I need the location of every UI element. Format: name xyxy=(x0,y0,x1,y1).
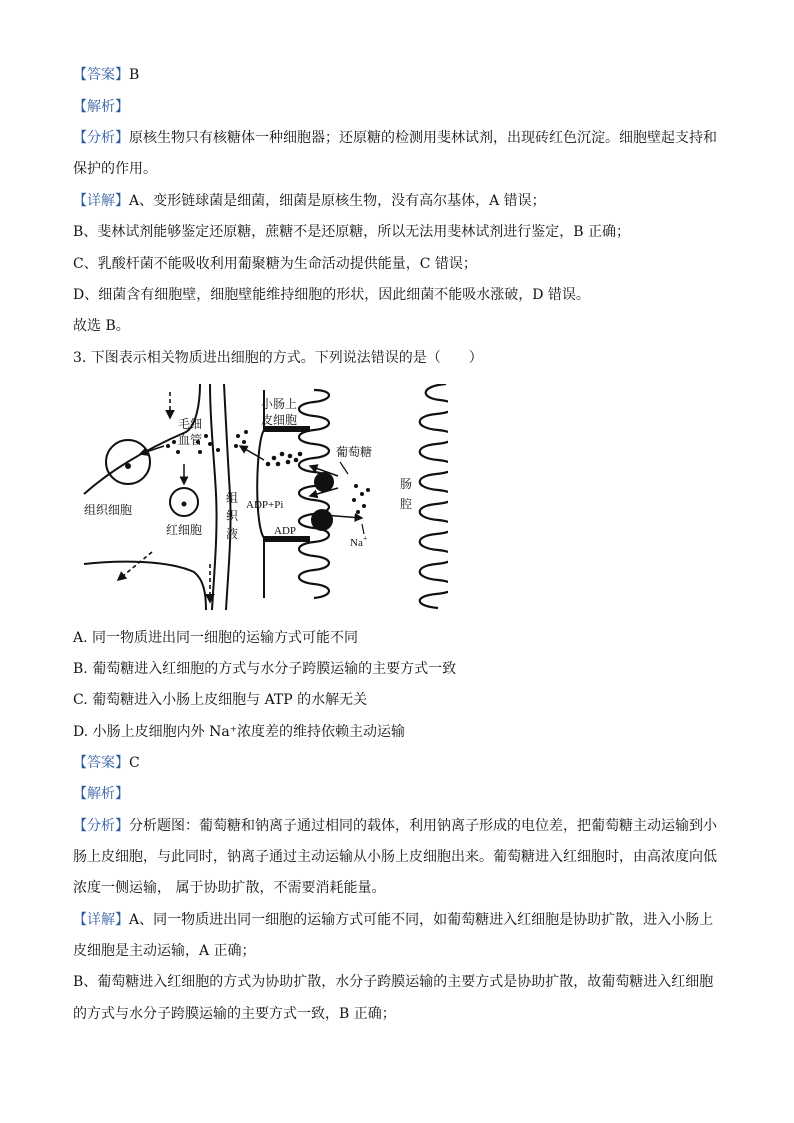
label-glucose: 葡萄糖 xyxy=(336,445,373,459)
tissue-cell-dot xyxy=(125,463,131,469)
option-b: B. 葡萄糖进入红细胞的方式与水分子跨膜运输的主要方式一致 xyxy=(73,661,457,677)
detail-line-c: C、乳酸杆菌不能吸收利用葡聚糖为生命活动提供能量，C 错误； xyxy=(73,256,477,272)
conclusion-line: 故选 B。 xyxy=(73,318,130,334)
option-a: A. 同一物质进出同一细胞的运输方式可能不同 xyxy=(73,630,359,646)
answer-tag-q3: 【答案】 xyxy=(73,755,129,771)
fenxi-line-3-q3: 浓度一侧运输， 属于协助扩散，不需要消耗能量。 xyxy=(73,880,386,896)
fenxi-tag-q3: 【分析】 xyxy=(73,818,129,834)
tissue-boundary-curve-lower xyxy=(84,562,206,610)
label-epithelial-2: 皮细胞 xyxy=(261,413,298,427)
answer-value: B xyxy=(129,67,140,83)
answer-value-q3: C xyxy=(129,755,140,771)
label-fluid-1: 组 xyxy=(226,491,239,505)
detail-line-b2-q3: 的方式与水分子跨膜运输的主要方式一致，B 正确； xyxy=(73,1006,396,1022)
microvilli-membrane-left xyxy=(299,390,329,598)
microvilli-membrane-right xyxy=(420,384,448,608)
detail-text-a: A、变形链球菌是细菌，细菌是原核生物，没有高尔基体，A 错误； xyxy=(129,193,546,209)
detail-tag: 【详解】 xyxy=(73,193,129,209)
fenxi-line-2-q3: 肠上皮细胞，与此同时，钠离子通过主动运输从小肠上皮细胞出来。葡萄糖进入红细胞时，由高浓度向低 xyxy=(73,849,717,865)
fenxi-text-q3: 分析题图：葡萄糖和钠离子通过相同的载体，利用钠离子形成的电位差，把葡萄糖主动运输到小 xyxy=(129,818,717,834)
analysis-tag-q3: 【解析】 xyxy=(73,786,129,802)
answer-line-q3 xyxy=(73,753,733,773)
label-fluid-3: 液 xyxy=(226,527,239,541)
analysis-tag: 【解析】 xyxy=(73,99,129,115)
fenxi-tag: 【分析】 xyxy=(73,130,129,146)
glucose-dots-cell xyxy=(266,452,303,467)
detail-line-d: D、细菌含有细胞壁，细胞壁能维持细胞的形状，因此细菌不能吸水涨破，D 错误。 xyxy=(73,287,590,303)
option-d: D. 小肠上皮细胞内外 Na⁺浓度差的维持依赖主动运输 xyxy=(73,724,406,740)
detail-line-a xyxy=(73,191,733,211)
option-c: C. 葡萄糖进入小肠上皮细胞与 ATP 的水解无关 xyxy=(73,692,368,708)
glucose-label-pointer xyxy=(340,462,348,474)
label-lumen-2: 腔 xyxy=(400,497,413,511)
detail-tag-q3: 【详解】 xyxy=(73,912,129,928)
glucose-dots-fluid xyxy=(234,430,248,448)
red-blood-cell-dot xyxy=(182,502,187,507)
answer-line xyxy=(73,65,733,85)
detail-line-a2-q3: 皮细胞是主动运输，A 正确； xyxy=(73,943,256,959)
label-adp: ADP xyxy=(274,525,297,537)
label-capillary-1: 毛细 xyxy=(178,417,203,431)
fenxi-line-2: 保护的作用。 xyxy=(73,161,157,177)
label-tissue-cell: 组织细胞 xyxy=(84,503,133,517)
label-red-cell: 红细胞 xyxy=(166,523,203,537)
membrane-transport-figure xyxy=(78,384,448,610)
detail-text-a-q3: A、同一物质进出同一细胞的运输方式可能不同，如葡萄糖进入红细胞是协助扩散，进入小肠上 xyxy=(129,912,714,928)
fenxi-line-1 xyxy=(73,128,733,148)
detail-line-b: B、斐林试剂能够鉴定还原糖，蔗糖不是还原糖，所以无法用斐林试剂进行鉴定，B 正确； xyxy=(73,224,631,240)
figure-svg xyxy=(78,384,448,610)
fenxi-line-1-q3 xyxy=(73,816,733,836)
answer-tag: 【答案】 xyxy=(73,67,129,83)
na-label-pointer xyxy=(362,524,364,534)
label-epithelial-1: 小肠上 xyxy=(261,397,298,411)
label-fluid-2: 织 xyxy=(226,509,239,523)
detail-line-b-q3: B、葡萄糖进入红细胞的方式为协助扩散，水分子跨膜运输的主要方式是协助扩散，故葡萄糖进入红细胞 xyxy=(73,974,714,990)
tissue-flow-arrow xyxy=(118,552,152,580)
label-adp-pi: ADP+Pi xyxy=(246,499,284,511)
label-na: Na+ xyxy=(350,534,368,549)
question-3-stem: 3. 下图表示相关物质进出细胞的方式。下列说法错误的是（ ） xyxy=(73,350,483,366)
label-lumen-1: 肠 xyxy=(400,477,413,491)
capillary-wall-inner xyxy=(210,384,217,610)
na-dots-lumen xyxy=(352,484,370,514)
detail-line-a-q3 xyxy=(73,910,733,930)
fenxi-text: 原核生物只有核糖体一种细胞器；还原糖的检测用斐林试剂，出现砖红色沉淀。细胞壁起支持和 xyxy=(129,130,717,146)
label-capillary-2: 血管 xyxy=(178,433,203,447)
